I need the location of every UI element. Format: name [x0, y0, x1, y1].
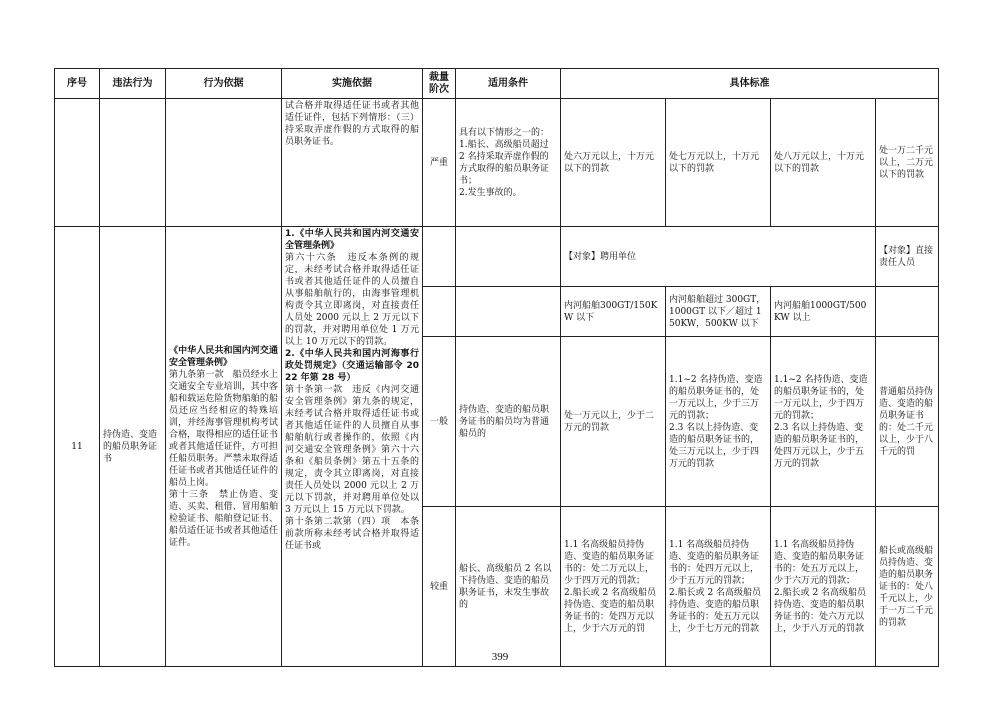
- cell-act-basis: [166, 227, 282, 667]
- header-violation: 违法行为: [100, 69, 166, 99]
- impl-basis-title: 1.《中华人民共和国内河交通安全管理条例》: [285, 229, 419, 251]
- cell-condition: 持伪造、变造的船员职务证书的船员均为普通船员的: [456, 337, 561, 507]
- act-basis-para: 第九条第一款 船员经水上交通安全专业培训，其中客船和载运危险货物船舶的船员还应当经相应的特殊培训，并经海事管理机构考试合格，取得相应的适任证书或者其他适任证件，方可担任船员职务。严禁未取得适任证书或者其他适任证件的船员上岗。: [169, 369, 278, 488]
- act-basis-title: 《中华人民共和国内河交通安全管理条例》: [169, 345, 278, 368]
- cell-standard-2: 1.1~2 名持伪造、变造的船员职务证书的，处一万元以上，少于三万元的罚款； 2.3 名以上持伪造、变造的船员职务证书的，处三万元以上，少于四万元的罚款: [666, 337, 771, 507]
- cell-standard-1: 1.1 名高级船员持伪造、变造的船员职务证书的：处二万元以上，少于四万元的罚款； 2.船长或 2 名高级船员持伪造、变造的船员职务证书的：处四万元以上，少于六万元的罚: [561, 507, 666, 667]
- cell-standard-2: 1.1 名高级船员持伪造、变造的船员职务证书的：处四万元以上，少于五万元的罚款； 2.船长或 2 名高级船员持伪造、变造的船员职务证书的：处五万元以上，少于七万元的罚款: [666, 507, 771, 667]
- cell-standard-2: 处七万元以上，十万元以下的罚款: [666, 99, 771, 227]
- cell-vessel-class-2: 内河船舶超过 300GT，1000GT 以下／超过 150KW，500KW 以下: [666, 287, 771, 337]
- cell-violation: 持伪造、变造的船员职务证书: [100, 227, 166, 667]
- cell-standard-4: 处一万二千元以上，二万元以下的罚款: [876, 99, 939, 227]
- penalty-standard-table: [54, 68, 939, 667]
- cell-vessel-class-3: 内河船舶1000GT/500KW 以上: [771, 287, 876, 337]
- cell-vessel-empty: [876, 287, 939, 337]
- cell-condition: 具有以下情形之一的： 1.船长、高级船员超过 2 名持采取弄虚作假的方式取得的船员职务证书； 2.发生事故的。: [456, 99, 561, 227]
- cell-level: 较重: [423, 507, 456, 667]
- header-level: 裁量阶次: [423, 69, 456, 99]
- cell-violation-empty: [100, 99, 166, 227]
- cell-standard-3: 1.1 名高级船员持伪造、变造的船员职务证书的：处五万元以上，少于六万元的罚款； 2.船长或 2 名高级船员持伪造、变造的船员职务证书的：处六万元以上，少于八万元的罚款: [771, 507, 876, 667]
- cell-impl-basis: [282, 227, 423, 667]
- cell-standard-3: 处八万元以上，十万元以下的罚款: [771, 99, 876, 227]
- cell-target-unit: 【对象】聘用单位: [561, 227, 876, 287]
- cell-target-person: 【对象】直接责任人员: [876, 227, 939, 287]
- header-seq: 序号: [55, 69, 100, 99]
- act-basis-para: 第十三条 禁止伪造、变造、买卖、租借、冒用船舶检验证书、船舶登记证书、船员适任证书或者其他适任证件。: [169, 489, 278, 548]
- cell-condition: 船长、高级船员 2 名以下持伪造、变造的船员职务证书，未发生事故的: [456, 507, 561, 667]
- header-impl-basis: 实施依据: [282, 69, 423, 99]
- cell-standard-1: 处六万元以上，十万元以下的罚款: [561, 99, 666, 227]
- cell-impl-continued: 试合格并取得适任证书或者其他适任证件，包括下列情形：（三）持采取弄虚作假的方式取得的船员职务证书。: [282, 99, 423, 227]
- impl-basis-para: 第六十六条 违反本条例的规定，未经考试合格并取得适任证书或者其他适任证件的人员擅自从事船舶航行的，由海事管理机构责令其立即离岗，对直接责任人员处 2000 元以上 2 万元以下的罚款，并对聘用单位处 1 万元以上 10 万元以下的罚款。: [285, 253, 419, 347]
- cell-level-empty: [423, 227, 456, 287]
- header-conditions: 适用条件: [456, 69, 561, 99]
- cell-level: 严重: [423, 99, 456, 227]
- cell-condition-empty: [456, 227, 561, 287]
- cell-level: 一般: [423, 337, 456, 507]
- cell-seq-empty: [55, 99, 100, 227]
- cell-condition-empty: [456, 287, 561, 337]
- table-header-row: [55, 69, 939, 99]
- cell-standard-4: 普通船员持伪造、变造的船员职务证书的：处二千元以上，少于八千元的罚: [876, 337, 939, 507]
- impl-basis-para: 第十条第二款第（四）项 本条前款所称未经考试合格并取得适任证书或: [285, 517, 419, 551]
- cell-standard-4: 船长或高级船员持伪造、变造的船员职务证书的：处八千元以上，少于一万二千元的罚款: [876, 507, 939, 667]
- cell-level-empty: [423, 287, 456, 337]
- cell-vessel-class-1: 内河船舶300GT/150KW 以下: [561, 287, 666, 337]
- cell-standard-3: 1.1~2 名持伪造、变造的船员职务证书的，处一万元以上，少于四万元的罚款； 2.3 名以上持伪造、变造的船员职务证书的，处四万元以上，少于五万元的罚款: [771, 337, 876, 507]
- table-row: [55, 227, 939, 287]
- header-act-basis: 行为依据: [166, 69, 282, 99]
- page-number: 399: [491, 651, 509, 663]
- impl-basis-title: 2.《中华人民共和国内河海事行政处罚规定》（交通运输部令 2022 年第 28 号）: [285, 349, 419, 383]
- cell-standard-1: 处一万元以上，少于二万元的罚款: [561, 337, 666, 507]
- impl-basis-para: 第十条第一款 违反《内河交通安全管理条例》第九条的规定，未经考试合格并取得适任证书或者其他适任证件的人员擅自从事船舶航行或者操作的，依照《内河交通安全管理条例》第六十六条和《船员条例》第五十五条的规定，责令其立即离岗，对直接责任人员处以 2000 元以上 2 万元以下罚款，并对聘用单位处以 3 万元以上 15 万元以下罚款。: [285, 385, 419, 515]
- table-row: [55, 99, 939, 227]
- header-standard: 具体标准: [561, 69, 939, 99]
- cell-seq: 11: [55, 227, 100, 667]
- cell-act-empty: [166, 99, 282, 227]
